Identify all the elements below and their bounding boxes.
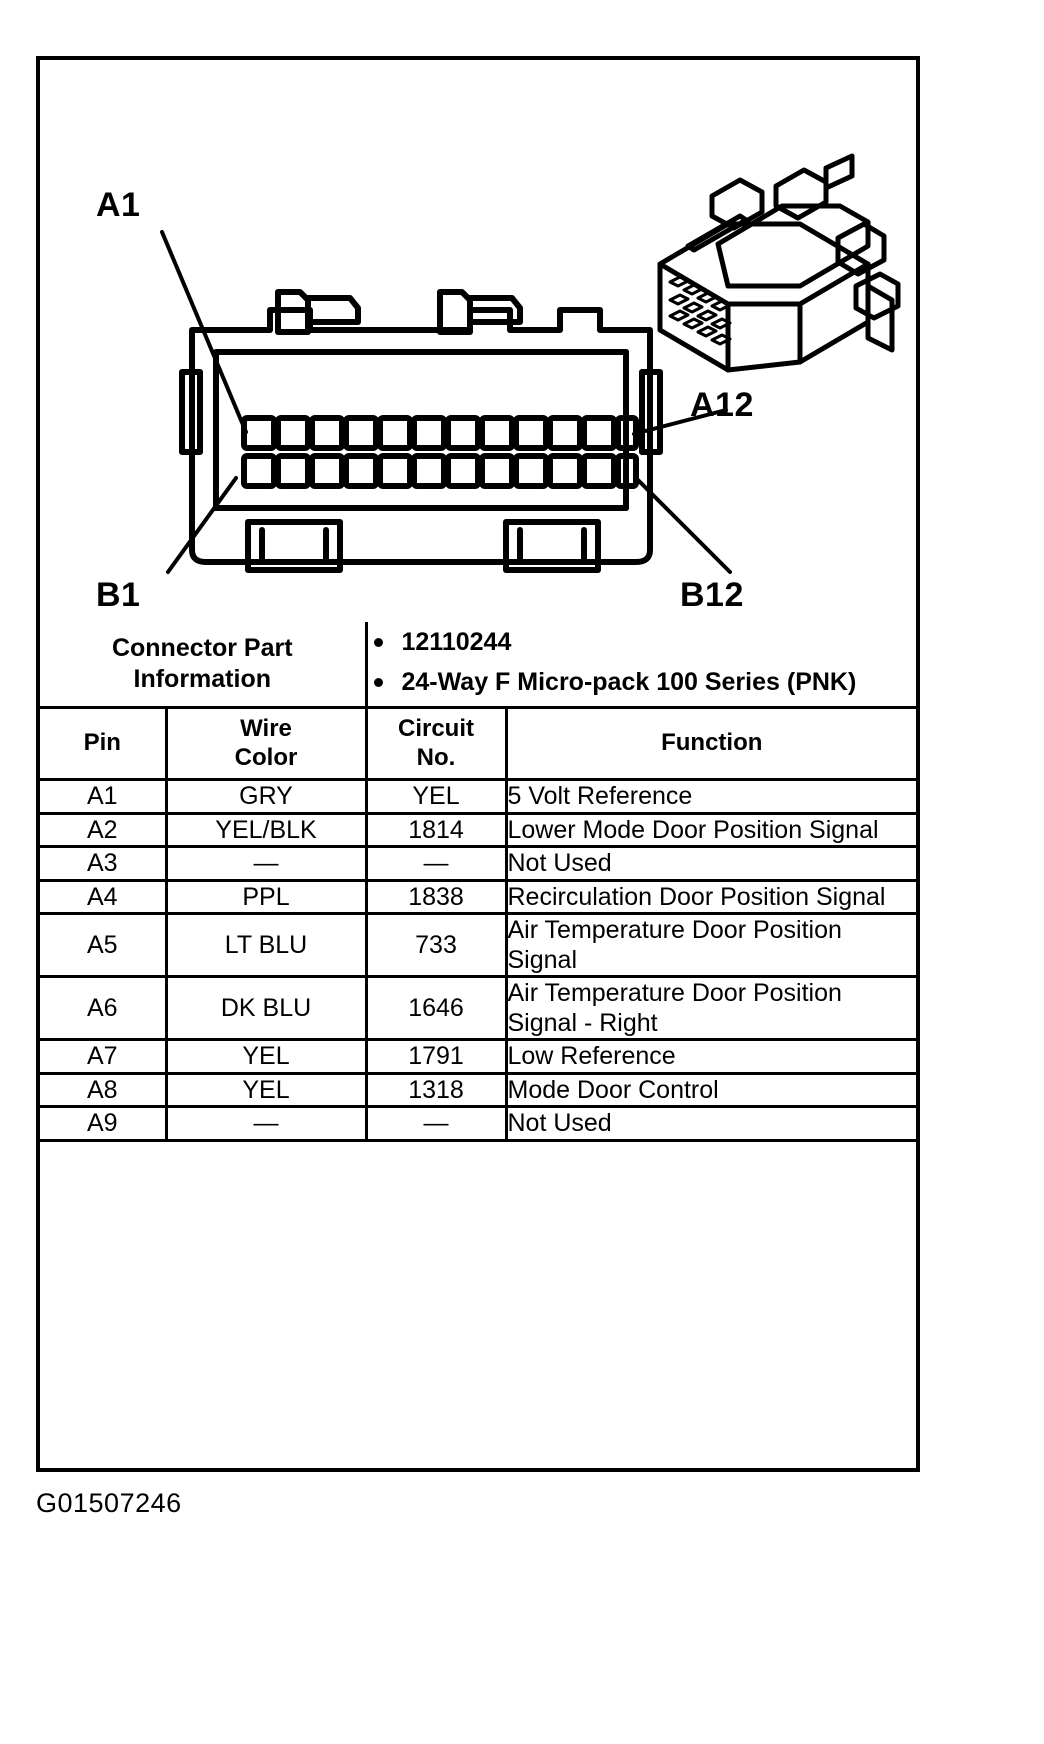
table-row bbox=[40, 977, 916, 1040]
connector-figure-frame bbox=[36, 56, 920, 1472]
cell-circuit-no: YEL bbox=[366, 780, 506, 814]
cpi-bullet-part-number: 12110244 bbox=[368, 627, 917, 658]
cell-circuit-no: 1646 bbox=[366, 977, 506, 1040]
header-wire-color-line-1: Wire bbox=[240, 714, 292, 742]
cell-circuit-no: 1814 bbox=[366, 813, 506, 847]
cell-function: Recirculation Door Position Signal bbox=[506, 880, 916, 914]
cell-pin: A7 bbox=[40, 1040, 166, 1074]
cell-function: Air Temperature Door Position Signal bbox=[506, 914, 916, 977]
cell-function: Lower Mode Door Position Signal bbox=[506, 813, 916, 847]
callout-label-a1: A1 bbox=[96, 186, 141, 224]
table-header-row bbox=[40, 708, 916, 780]
cell-pin: A9 bbox=[40, 1107, 166, 1141]
cell-function: Mode Door Control bbox=[506, 1073, 916, 1107]
header-wire-color-line-2: Color bbox=[234, 743, 298, 771]
cell-pin: A6 bbox=[40, 977, 166, 1040]
connector-part-information-bullets bbox=[366, 622, 916, 708]
cell-circuit-no: 1838 bbox=[366, 880, 506, 914]
cell-function: Low Reference bbox=[506, 1040, 916, 1074]
cell-function: Air Temperature Door Position Signal - Right bbox=[506, 977, 916, 1040]
table-row bbox=[40, 1107, 916, 1141]
cpi-title-line-2: Information bbox=[133, 665, 271, 693]
cell-pin: A8 bbox=[40, 1073, 166, 1107]
table-row bbox=[40, 880, 916, 914]
cell-pin: A5 bbox=[40, 914, 166, 977]
cell-pin: A1 bbox=[40, 780, 166, 814]
figure-reference-code: G01507246 bbox=[36, 1488, 182, 1518]
cell-wire-color: DK BLU bbox=[166, 977, 366, 1040]
header-pin bbox=[40, 708, 166, 780]
cell-function: 5 Volt Reference bbox=[506, 780, 916, 814]
cell-circuit-no: 1791 bbox=[366, 1040, 506, 1074]
cell-wire-color: YEL bbox=[166, 1073, 366, 1107]
cell-wire-color: — bbox=[166, 847, 366, 881]
table-row bbox=[40, 914, 916, 977]
header-function bbox=[506, 708, 916, 780]
cell-circuit-no: — bbox=[366, 1107, 506, 1141]
callout-label-a12: A12 bbox=[690, 386, 754, 424]
leader-line-b1 bbox=[168, 478, 236, 572]
pin-cavity-grid bbox=[244, 418, 636, 486]
cell-circuit-no: 1318 bbox=[366, 1073, 506, 1107]
connector-pinout-table bbox=[40, 622, 916, 1142]
cell-wire-color: PPL bbox=[166, 880, 366, 914]
cell-wire-color: — bbox=[166, 1107, 366, 1141]
header-pin-text: Pin bbox=[83, 729, 121, 757]
cell-function: Not Used bbox=[506, 1107, 916, 1141]
connector-drawing-svg bbox=[40, 60, 916, 622]
cell-function: Not Used bbox=[506, 847, 916, 881]
connector-part-information-row bbox=[40, 622, 916, 708]
connector-illustration bbox=[40, 60, 916, 622]
cpi-bullet-list bbox=[368, 627, 917, 697]
table-row bbox=[40, 780, 916, 814]
cell-pin: A4 bbox=[40, 880, 166, 914]
cell-wire-color: GRY bbox=[166, 780, 366, 814]
cell-wire-color: LT BLU bbox=[166, 914, 366, 977]
connector-part-information-title bbox=[40, 622, 366, 708]
header-circuit-no-line-1: Circuit bbox=[397, 714, 474, 742]
cell-pin: A2 bbox=[40, 813, 166, 847]
header-function-text: Function bbox=[661, 729, 763, 757]
table-row bbox=[40, 1073, 916, 1107]
cpi-title-line-1: Connector Part bbox=[111, 634, 293, 662]
cell-wire-color: YEL/BLK bbox=[166, 813, 366, 847]
cell-pin: A3 bbox=[40, 847, 166, 881]
table-row bbox=[40, 847, 916, 881]
cpi-bullet-description: 24-Way F Micro-pack 100 Series (PNK) bbox=[368, 667, 917, 698]
callout-label-b12: B12 bbox=[680, 576, 744, 614]
table-row bbox=[40, 1040, 916, 1074]
header-circuit-no-line-2: No. bbox=[416, 743, 456, 771]
header-wire-color bbox=[166, 708, 366, 780]
callout-label-b1: B1 bbox=[96, 576, 141, 614]
connector-front-view bbox=[182, 292, 660, 570]
table-row bbox=[40, 813, 916, 847]
cell-circuit-no: 733 bbox=[366, 914, 506, 977]
cell-wire-color: YEL bbox=[166, 1040, 366, 1074]
cell-circuit-no: — bbox=[366, 847, 506, 881]
header-circuit-no bbox=[366, 708, 506, 780]
connector-isometric-view bbox=[660, 156, 898, 370]
